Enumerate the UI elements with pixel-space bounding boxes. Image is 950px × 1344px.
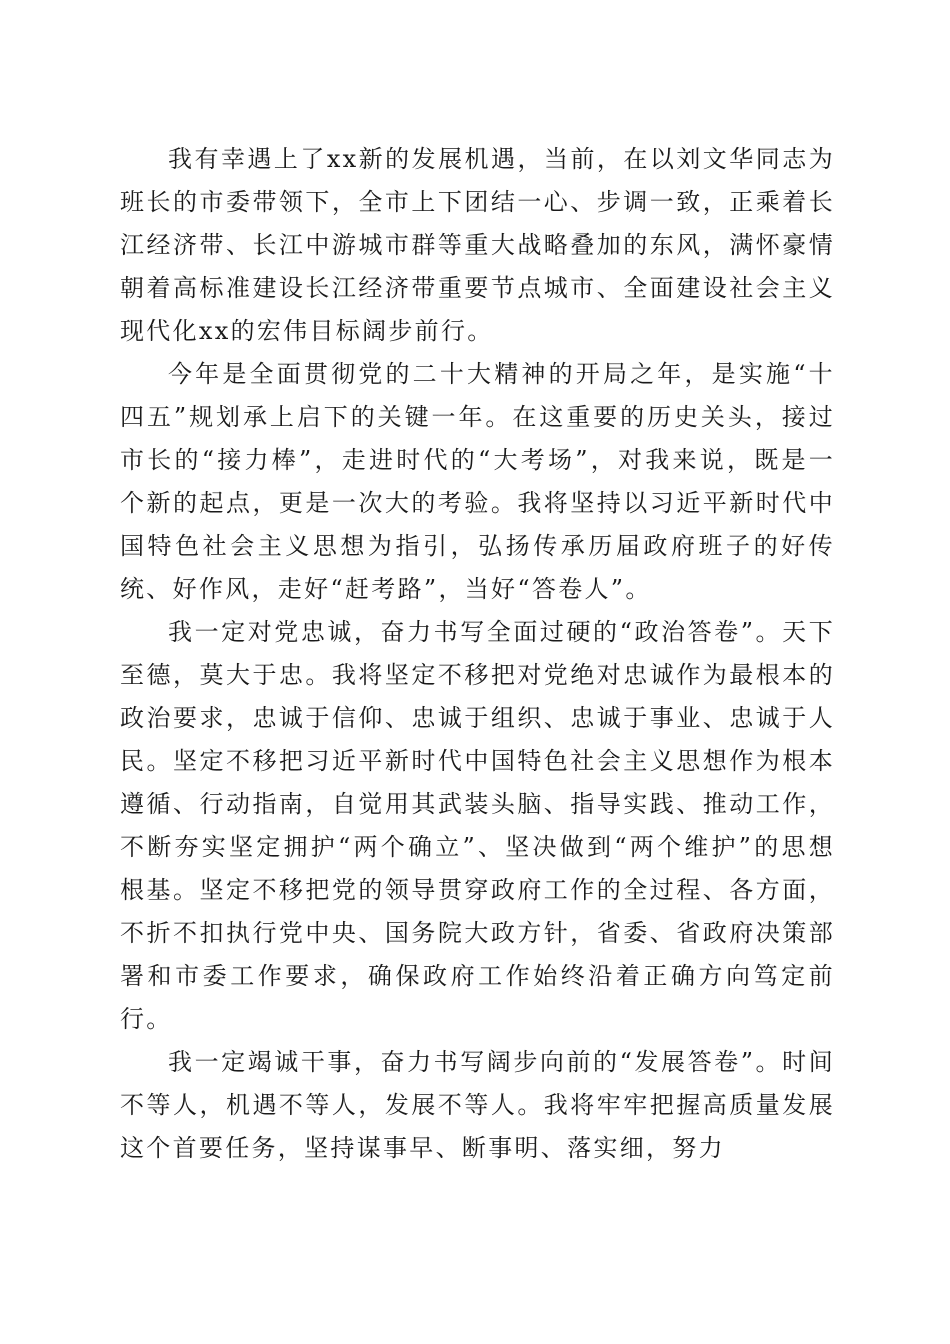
paragraph-3: 我一定对党忠诚，奋力书写全面过硬的“政治答卷”。天下至德，莫大于忠。我将坚定不移把对党绝对忠诚作为最根本的政治要求，忠诚于信仰、忠诚于组织、忠诚于事业、忠诚于人民。坚定不移把习近平新时代中国特色社会主义思想作为根本遵循、行动指南，自觉用其武装头脑、指导实践、推动工作，不断夯实坚定拥护“两个确立”、坚决做到“两个维护”的思想根基。坚定不移把党的领导贯穿政府工作的全过程、各方面，不折不扣执行党中央、国务院大政方针，省委、省政府决策部署和市委工作要求，确保政府工作始终沿着正确方向笃定前行。: [120, 618, 835, 1033]
paragraph-1: 我有幸遇上了xx新的发展机遇，当前，在以刘文华同志为班长的市委带领下，全市上下团结一心、步调一致，正乘着长江经济带、长江中游城市群等重大战略叠加的东风，满怀豪情朝着高标准建设长江经济带重要节点城市、全面建设社会主义现代化xx的宏伟目标阔步前行。: [120, 145, 835, 345]
paragraph-4: 我一定竭诚干事，奋力书写阔步向前的“发展答卷”。时间不等人，机遇不等人，发展不等人。我将牢牢把握高质量发展这个首要任务，坚持谋事早、断事明、落实细，努力: [120, 1048, 835, 1162]
document-body: [120, 138, 835, 1170]
paragraph-2: 今年是全面贯彻党的二十大精神的开局之年，是实施“十四五”规划承上启下的关键一年。在这重要的历史关头，接过市长的“接力棒”，走进时代的“大考场”，对我来说，既是一个新的起点，更是一次大的考验。我将坚持以习近平新时代中国特色社会主义思想为指引，弘扬传承历届政府班子的好传统、好作风，走好“赶考路”，当好“答卷人”。: [120, 360, 835, 603]
